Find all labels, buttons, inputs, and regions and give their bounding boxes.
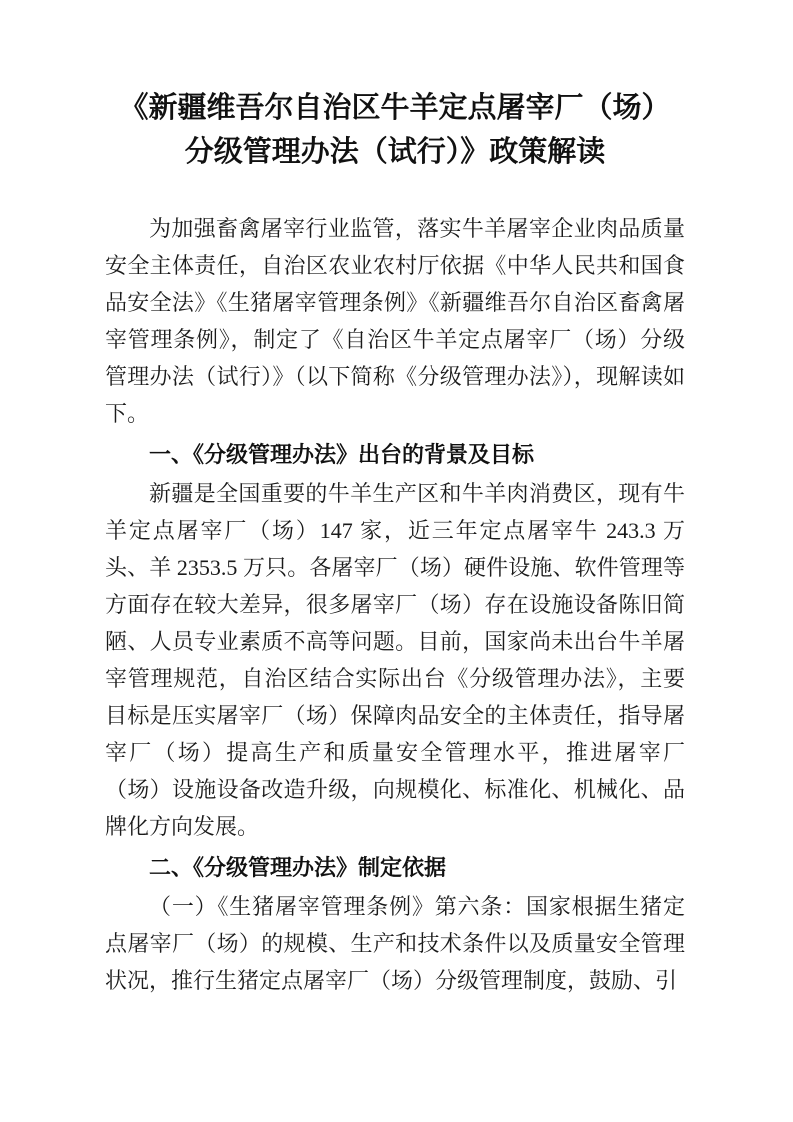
section-heading-background: 一、《分级管理办法》出台的背景及目标	[149, 442, 535, 467]
section-heading-basis: 二、《分级管理办法》制定依据	[149, 855, 447, 880]
intro-paragraph: 为加强畜禽屠宰行业监管，落实牛羊屠宰企业肉品质量安全主体责任，自治区农业农村厅依据《中华人民共和国食品安全法》《生猪屠宰管理条例》《新疆维吾尔自治区畜禽屠宰管理条例》，制定了《自治区牛羊定点屠宰厂（场）分级管理办法（试行）》（以下简称《分级管理办法》），现解读如下。	[105, 216, 685, 426]
document-title-line-1: 《新疆维吾尔自治区牛羊定点屠宰厂（场）	[119, 92, 671, 124]
basis-paragraph: （一）《生猪屠宰管理条例》第六条：国家根据生猪定点屠宰厂（场）的规模、生产和技术条件以及质量安全管理状况，推行生猪定点屠宰厂（场）分级管理制度，鼓励、引	[105, 894, 685, 993]
document-title-line-2: 分级管理办法（试行）》政策解读	[184, 136, 606, 168]
background-paragraph: 新疆是全国重要的牛羊生产区和牛羊肉消费区，现有牛羊定点屠宰厂（场）147 家，近三年定点屠宰牛 243.3 万头、羊 2353.5 万只。各屠宰厂（场）硬件设施、软件管理等方面存在较大差异，很多屠宰厂（场）存在设施设备陈旧简陋、人员专业素质不高等问题。目前，国家尚未出台牛羊屠宰管理规范，自治区结合实际出台《分级管理办法》，主要目标是压实屠宰厂（场）保障肉品安全的主体责任，指导屠宰厂（场）提高生产和质量安全管理水平，推进屠宰厂（场）设施设备改造升级，向规模化、标准化、机械化、品牌化方向发展。	[105, 481, 685, 839]
document-title	[105, 86, 685, 174]
